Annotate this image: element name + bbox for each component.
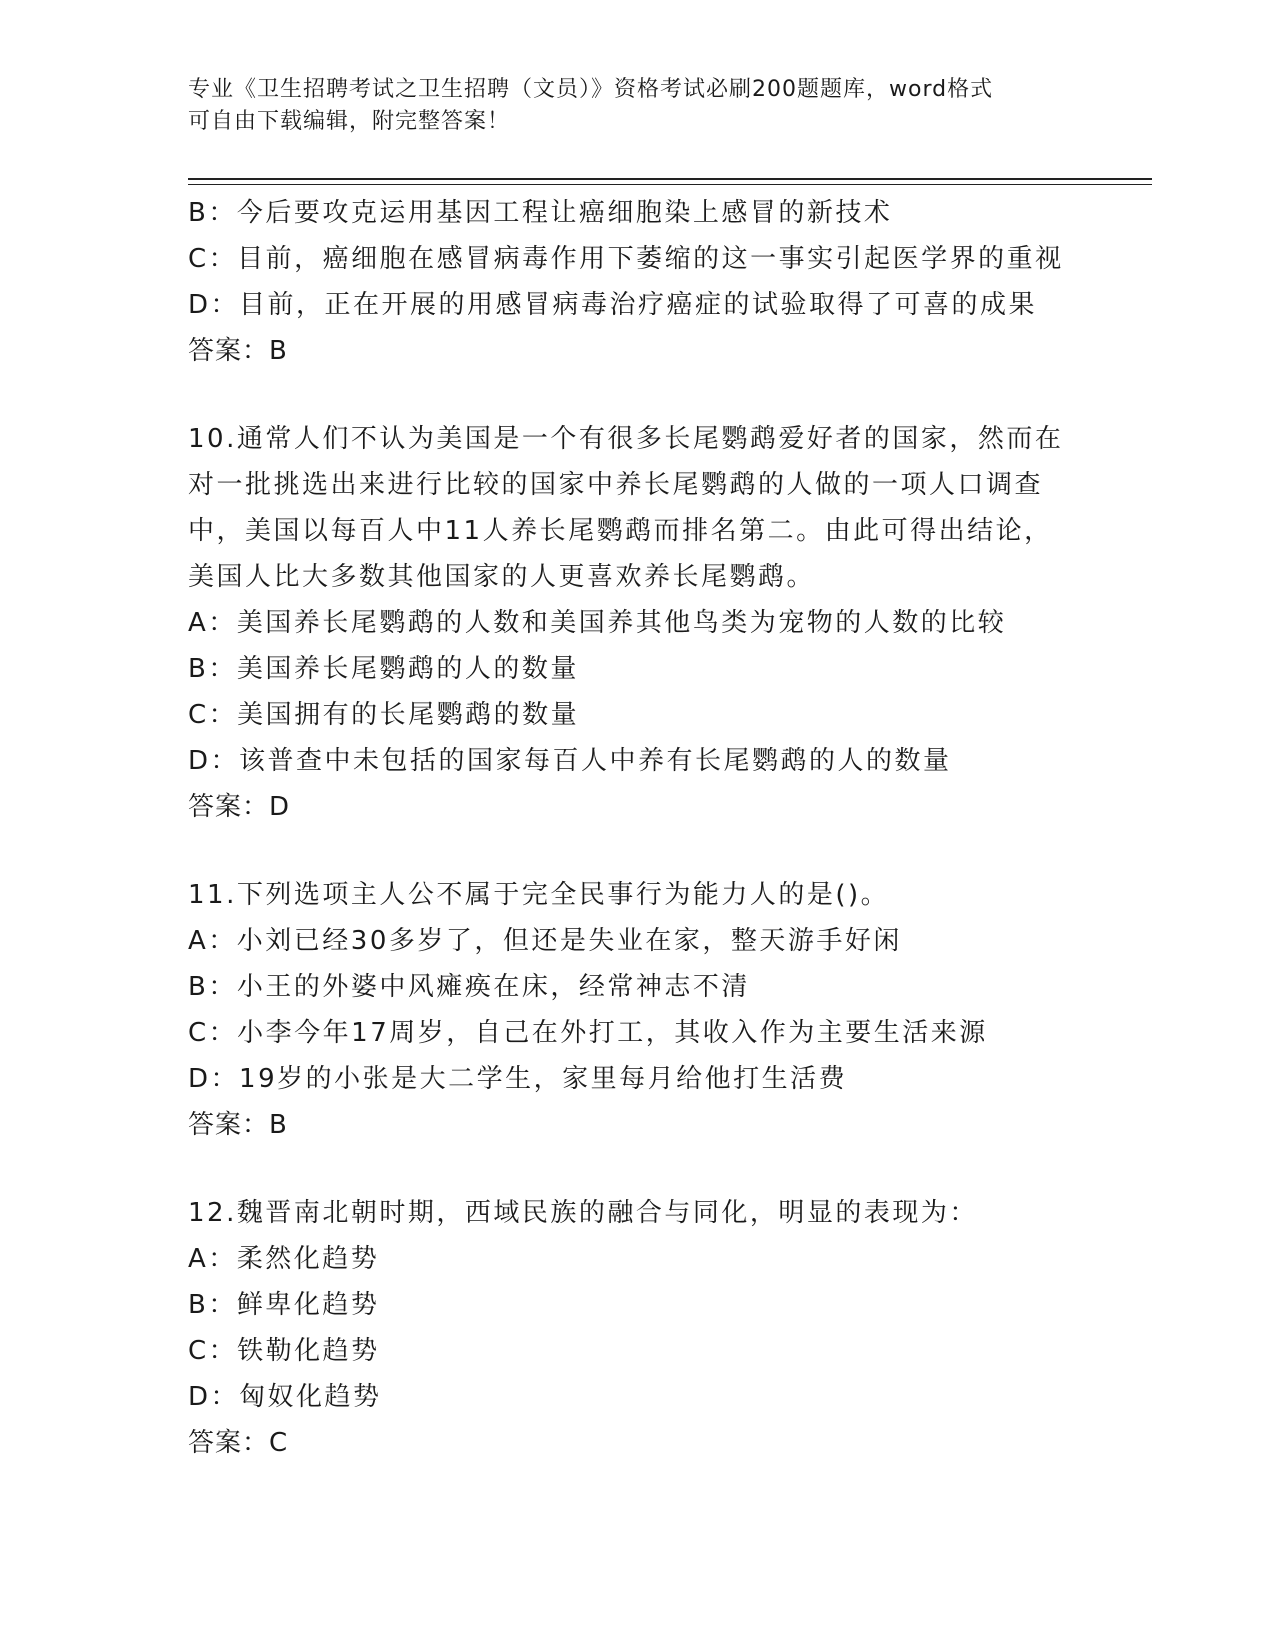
q10-option-a: A：美国养长尾鹦鹉的人数和美国养其他鸟类为宠物的人数的比较 — [188, 608, 1007, 638]
header-title-line-2: 可自由下载编辑，附完整答案！ — [188, 109, 511, 134]
document-header — [188, 74, 1068, 138]
q10-answer: 答案：D — [188, 792, 291, 822]
q10-option-b: B：美国养长尾鹦鹉的人的数量 — [188, 654, 579, 684]
question-content — [188, 190, 1088, 1466]
question-11 — [188, 872, 1088, 1148]
header-divider-thin — [188, 184, 1152, 185]
q10-option-c: C：美国拥有的长尾鹦鹉的数量 — [188, 700, 580, 730]
q11-option-c: C：小李今年17周岁，自己在外打工，其收入作为主要生活来源 — [188, 1018, 988, 1048]
q12-option-c: C：铁勒化趋势 — [188, 1336, 380, 1366]
q11-answer: 答案：B — [188, 1110, 288, 1140]
q11-option-b: B：小王的外婆中风瘫痪在床，经常神志不清 — [188, 972, 750, 1002]
q10-stem-line-2: 对一批挑选出来进行比较的国家中养长尾鹦鹉的人做的一项人口调查 — [188, 470, 1044, 500]
q9-option-c: C：目前，癌细胞在感冒病毒作用下萎缩的这一事实引起医学界的重视 — [188, 244, 1064, 274]
q11-stem: 11.下列选项主人公不属于完全民事行为能力人的是()。 — [188, 880, 890, 910]
question-12 — [188, 1190, 1088, 1466]
question-10 — [188, 416, 1088, 830]
q9-option-b: B：今后要攻克运用基因工程让癌细胞染上感冒的新技术 — [188, 198, 893, 228]
question-9-continued — [188, 190, 1088, 374]
q11-option-a: A：小刘已经30多岁了，但还是失业在家，整天游手好闲 — [188, 926, 902, 956]
q9-answer: 答案：B — [188, 336, 288, 366]
q10-option-d: D：该普查中未包括的国家每百人中养有长尾鹦鹉的人的数量 — [188, 746, 952, 776]
q12-answer: 答案：C — [188, 1428, 289, 1458]
q10-stem-line-4: 美国人比大多数其他国家的人更喜欢养长尾鹦鹉。 — [188, 562, 816, 592]
q12-option-b: B：鲜卑化趋势 — [188, 1290, 380, 1320]
header-title-line-1: 专业《卫生招聘考试之卫生招聘（文员）》资格考试必刷200题题库，word格式 — [188, 77, 994, 102]
q11-option-d: D：19岁的小张是大二学生，家里每月给他打生活费 — [188, 1064, 848, 1094]
q12-option-d: D：匈奴化趋势 — [188, 1382, 382, 1412]
q10-stem-line-3: 中，美国以每百人中11人养长尾鹦鹉而排名第二。由此可得出结论， — [188, 516, 1053, 546]
q10-stem-line-1: 10.通常人们不认为美国是一个有很多长尾鹦鹉爱好者的国家，然而在 — [188, 424, 1064, 454]
q12-stem: 12.魏晋南北朝时期，西域民族的融合与同化，明显的表现为： — [188, 1198, 978, 1228]
header-divider-thick — [188, 178, 1152, 180]
q12-option-a: A：柔然化趋势 — [188, 1244, 380, 1274]
q9-option-d: D：目前，正在开展的用感冒病毒治疗癌症的试验取得了可喜的成果 — [188, 290, 1038, 320]
